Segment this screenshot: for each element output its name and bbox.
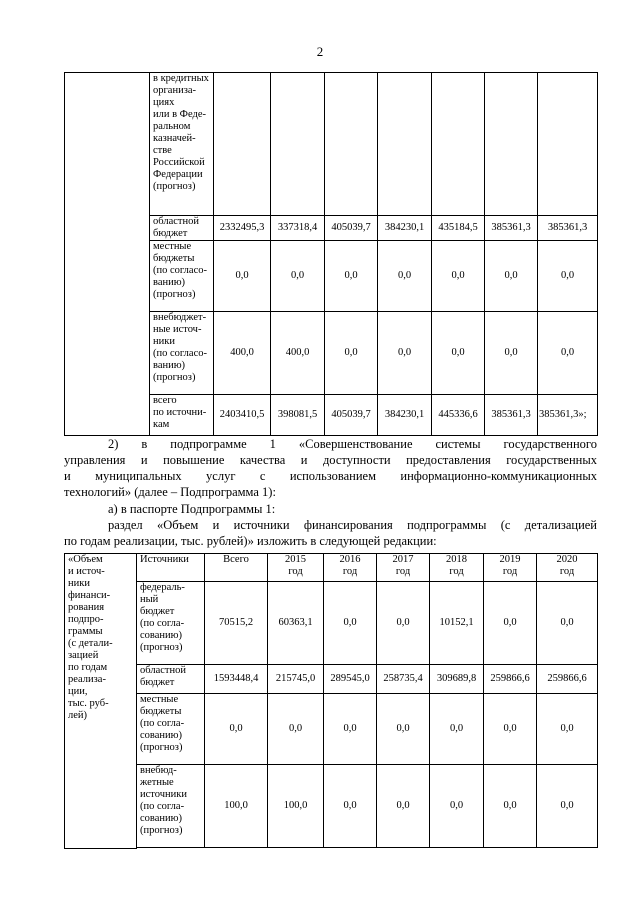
table2-value: 0,0 <box>205 694 268 765</box>
table2-spacer <box>137 848 598 849</box>
table2-source: федераль- ный бюджет (по согла- сованию) (прогноз) <box>137 582 205 665</box>
table2-source: областной бюджет <box>137 665 205 694</box>
table2-value: 100,0 <box>268 765 324 848</box>
table2-row-extrabudget <box>65 765 598 848</box>
table2-value: 100,0 <box>205 765 268 848</box>
table2-value: 0,0 <box>324 582 377 665</box>
paragraph-section-line2: по годам реализации, тыс. рублей)» изложить в следующей редакции: <box>64 534 437 548</box>
table2-value: 0,0 <box>484 694 537 765</box>
table2-row-regional <box>65 665 598 694</box>
table2-value: 0,0 <box>537 694 598 765</box>
table2-value: 0,0 <box>430 765 484 848</box>
table2-row-federal <box>65 582 598 665</box>
table2-value: 0,0 <box>484 582 537 665</box>
table2-value: 289545,0 <box>324 665 377 694</box>
table1-value: 0,0 <box>538 241 598 312</box>
page-number: 2 <box>316 44 324 59</box>
table1-value: 0,0 <box>325 312 378 395</box>
table1-value: 400,0 <box>214 312 271 395</box>
table1-value: 337318,4 <box>271 216 325 241</box>
table2-value: 215745,0 <box>268 665 324 694</box>
table1-value: 398081,5 <box>271 395 325 436</box>
table2-value: 0,0 <box>377 582 430 665</box>
table2-value: 0,0 <box>377 765 430 848</box>
table1-value <box>432 73 485 216</box>
table2-value: 0,0 <box>268 694 324 765</box>
paragraph-2-line1: 2) в подпрограмме 1 «Совершенствование системы государственного <box>108 437 597 451</box>
table2-header-row <box>65 554 598 582</box>
table2-header: Источники <box>137 554 205 582</box>
table2-label-cell: «Объем и источ- ники финанси- рования подпро- граммы (с детали- зацией по годам реализа- ции, тыс. руб- лей) <box>65 554 137 849</box>
table2-header: 2015 год <box>268 554 324 582</box>
table2-header: 2019 год <box>484 554 537 582</box>
table2-value: 70515,2 <box>205 582 268 665</box>
table1-value: 400,0 <box>271 312 325 395</box>
table1-value: 0,0 <box>538 312 598 395</box>
table2-value: 0,0 <box>537 765 598 848</box>
table2-header: 2016 год <box>324 554 377 582</box>
table1-source: местные бюджеты (по согласо- ванию) (прогноз) <box>150 241 214 312</box>
table1-value: 0,0 <box>432 241 485 312</box>
table1-row-credit-orgs <box>65 73 598 216</box>
table2-header: 2017 год <box>377 554 430 582</box>
table1-value <box>378 73 432 216</box>
table1-value: 384230,1 <box>378 395 432 436</box>
table1-value: 385361,3 <box>485 216 538 241</box>
table1-value <box>325 73 378 216</box>
table2-value: 0,0 <box>377 694 430 765</box>
table2-value: 0,0 <box>484 765 537 848</box>
paragraph-a: а) в паспорте Подпрограммы 1: <box>108 502 276 516</box>
table1-label-cell <box>65 73 150 436</box>
table2-value: 0,0 <box>324 765 377 848</box>
table1-value: 385361,3 <box>538 216 598 241</box>
table1-value: 2332495,3 <box>214 216 271 241</box>
table1-value: 0,0 <box>271 241 325 312</box>
table2-value: 258735,4 <box>377 665 430 694</box>
table2-value: 259866,6 <box>537 665 598 694</box>
table1-value: 0,0 <box>432 312 485 395</box>
table2-value: 259866,6 <box>484 665 537 694</box>
table1-value: 435184,5 <box>432 216 485 241</box>
table1-value: 0,0 <box>214 241 271 312</box>
table1-value: 384230,1 <box>378 216 432 241</box>
table2-header: 2018 год <box>430 554 484 582</box>
table1-value: 2403410,5 <box>214 395 271 436</box>
table1-value <box>271 73 325 216</box>
financing-table-subprogram1 <box>64 553 598 849</box>
table2-value: 1593448,4 <box>205 665 268 694</box>
table1-value: 0,0 <box>378 241 432 312</box>
table1-source: областной бюджет <box>150 216 214 241</box>
table1-value: 385361,3 <box>485 395 538 436</box>
table2-value: 10152,1 <box>430 582 484 665</box>
table1-value: 405039,7 <box>325 216 378 241</box>
paragraph-section-line1: раздел «Объем и источники финансирования подпрограммы (с детализацией <box>108 518 597 532</box>
paragraph-2-line4: технологий» (далее – Подпрограмма 1): <box>64 485 276 499</box>
table1-source: всего по источни- кам <box>150 395 214 436</box>
table1-value <box>214 73 271 216</box>
paragraph-2-line3: и муниципальных услуг с использованием информационно-коммуникационных <box>64 469 597 483</box>
table2-value: 60363,1 <box>268 582 324 665</box>
table1-value: 445336,6 <box>432 395 485 436</box>
table2-value: 309689,8 <box>430 665 484 694</box>
paragraph-2-line2: управления и повышение качества и доступности предоставления государственных <box>64 453 597 467</box>
table1-value: 0,0 <box>485 241 538 312</box>
table1-value: 0,0 <box>378 312 432 395</box>
table2-header: Всего <box>205 554 268 582</box>
table2-value: 0,0 <box>324 694 377 765</box>
table2-row-local <box>65 694 598 765</box>
table1-source: внебюджет- ные источ- ники (по согласо- ванию) (прогноз) <box>150 312 214 395</box>
table2-source: внебюд- жетные источники (по согла- сованию) (прогноз) <box>137 765 205 848</box>
table1-value: 405039,7 <box>325 395 378 436</box>
table2-value: 0,0 <box>430 694 484 765</box>
table2-header: 2020 год <box>537 554 598 582</box>
table1-value <box>538 73 598 216</box>
table2-spacer-row <box>65 848 598 849</box>
table1-value: 0,0 <box>325 241 378 312</box>
table1-source: в кредитных организа- циях или в Феде- ральном казначей- стве Российской Федерации (прогноз) <box>150 73 214 216</box>
financing-table-continued <box>64 72 598 436</box>
table1-value <box>485 73 538 216</box>
table1-value: 0,0 <box>485 312 538 395</box>
table2-value: 0,0 <box>537 582 598 665</box>
table2-source: местные бюджеты (по согла- сованию) (прогноз) <box>137 694 205 765</box>
table1-value: 385361,3»; <box>538 395 598 436</box>
